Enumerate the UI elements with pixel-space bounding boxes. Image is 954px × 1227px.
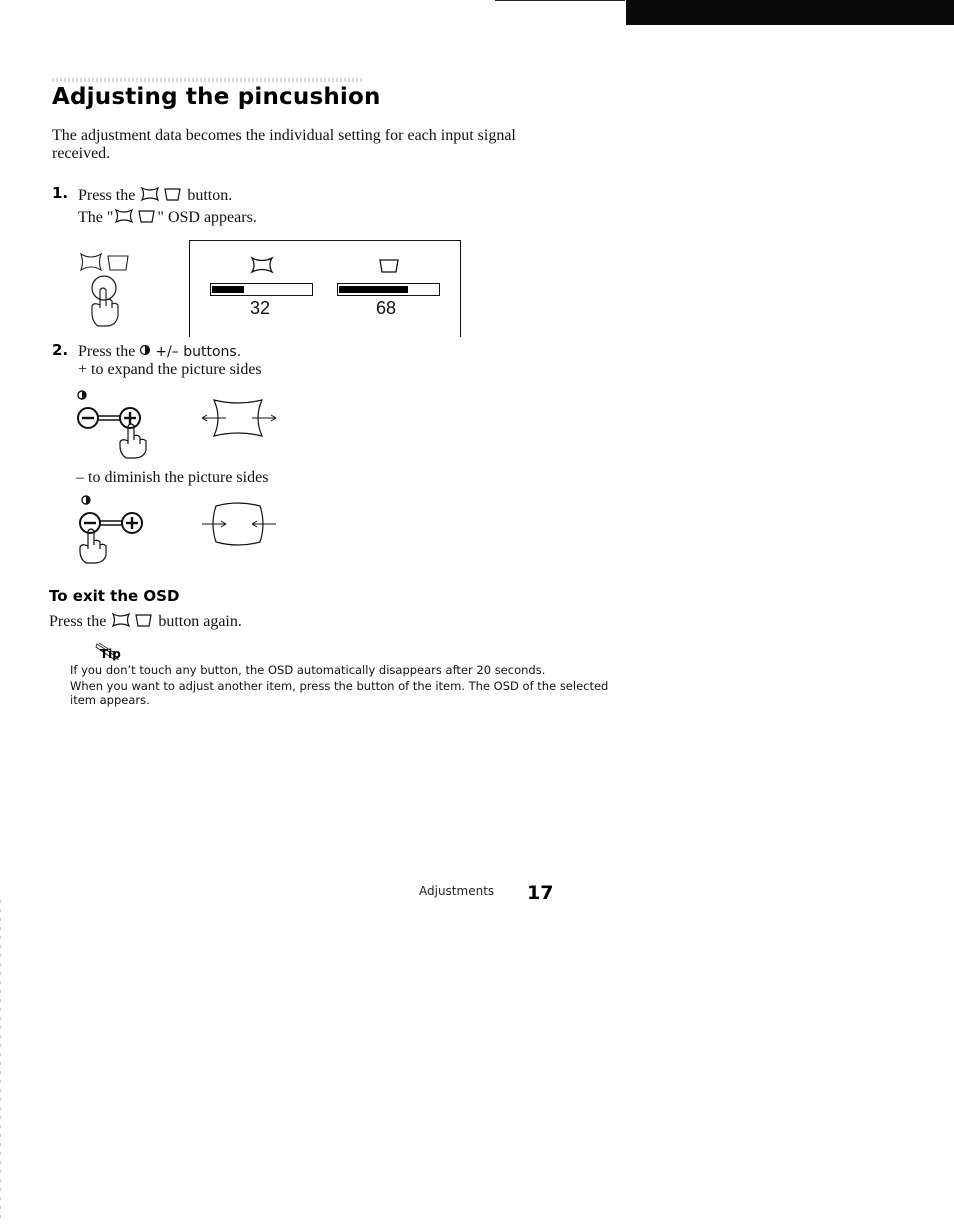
osd-display	[189, 240, 461, 337]
decorative-dotted-rule	[52, 78, 362, 82]
footer-section-label: Adjustments	[419, 884, 495, 898]
tip-line-2: When you want to adjust another item, press the button of the item. The OSD of the selected	[70, 679, 609, 693]
step-2-suffix: +/– buttons.	[155, 344, 242, 360]
top-rule	[495, 0, 625, 1]
diminished-screen-icon	[198, 500, 280, 552]
pincushion-trapezoid-osd-icon	[113, 207, 157, 230]
exit-suffix: button again.	[158, 613, 242, 631]
pincushion-trapezoid-button-icon-2	[110, 611, 154, 634]
pincushion-level-bar	[210, 283, 313, 296]
scan-edge-marks	[0, 900, 1, 1220]
step-1-prefix: Press the	[78, 187, 136, 205]
step-1-line-2-prefix: The "	[78, 209, 114, 227]
step-1-line-2	[78, 207, 257, 230]
step-2-prefix: Press the	[78, 343, 136, 360]
step-2-line-1	[78, 343, 241, 361]
exit-prefix: Press the	[49, 613, 107, 631]
step-1-suffix: button.	[187, 187, 233, 205]
expand-plus-button-hand-icon	[74, 388, 164, 460]
exit-osd-heading: To exit the OSD	[49, 587, 180, 605]
trapezoid-icon	[377, 257, 401, 275]
step-1-line-1	[78, 185, 232, 208]
pincushion-value: 32	[250, 298, 271, 318]
pincushion-icon	[250, 255, 274, 275]
step-1-number: 1.	[52, 184, 69, 202]
trapezoid-level-fill	[339, 286, 408, 293]
tip-line-3: item appears.	[70, 693, 150, 707]
step-1-line-2-suffix: " OSD appears.	[157, 209, 257, 227]
pointing-hand-icon	[76, 250, 156, 330]
tip-label: Tip	[100, 647, 121, 661]
contrast-icon	[139, 343, 151, 361]
pincushion-trapezoid-button-icon	[139, 185, 183, 208]
diminish-instruction: – to diminish the picture sides	[76, 469, 269, 486]
trapezoid-value: 68	[376, 298, 397, 318]
exit-osd-text	[49, 611, 242, 634]
section-tab-bar	[626, 0, 954, 25]
pincushion-level-fill	[212, 286, 244, 293]
intro-paragraph: The adjustment data becomes the individual setting for each input signal received.	[52, 127, 516, 162]
tip-line-1: If you don’t touch any button, the OSD automatically disappears after 20 seconds.	[70, 663, 546, 677]
expanded-screen-icon	[198, 394, 280, 446]
page-title: Adjusting the pincushion	[52, 84, 381, 110]
diminish-minus-button-hand-icon	[74, 493, 164, 565]
page-number: 17	[527, 882, 554, 904]
expand-instruction: + to expand the picture sides	[78, 361, 262, 378]
step-2-number: 2.	[52, 341, 69, 359]
trapezoid-level-bar	[337, 283, 440, 296]
